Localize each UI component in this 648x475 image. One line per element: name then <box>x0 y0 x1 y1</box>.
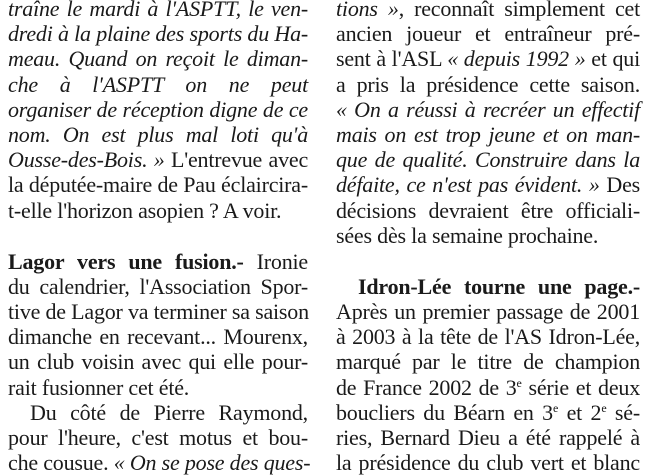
quote-text: mais on est trop jeune et on man- <box>336 121 640 147</box>
text-line: sées dès la semaine prochaine. <box>336 222 599 248</box>
right-column <box>336 0 640 475</box>
quote-text: meau. Quand on reçoit le diman- <box>8 46 308 72</box>
paragraph-gap <box>336 248 640 274</box>
text-line: t-elle l'horizon asopien ? A voir. <box>8 197 282 223</box>
text-line <box>8 97 308 122</box>
text-line <box>336 172 640 197</box>
text-line: a pris la présidence cette saison. <box>336 71 640 97</box>
text-line: dimanche en recevant... Mourenx, <box>8 324 308 350</box>
body-text: et qui <box>585 46 640 72</box>
text-line: un club voisin avec qui elle pour- <box>8 349 308 375</box>
body-text: L'entrevue avec <box>164 147 309 173</box>
superscript: e <box>516 375 522 390</box>
text-line: marqué par le titre de champion <box>336 349 640 375</box>
text-line: à 2003 à la tête de l'AS Idron-Lée, <box>336 324 640 350</box>
paragraph-gap <box>8 223 308 249</box>
body-text: et 2 <box>558 399 602 425</box>
quote-text: Ousse-des-Bois. » <box>8 147 165 173</box>
text-line <box>336 46 640 71</box>
quote-text: organiser de réception digne de ce <box>8 96 308 122</box>
body-text: , reconnaît simplement cet <box>398 0 640 21</box>
quote-text: défaite, ce n'est pas évident. » <box>336 172 600 198</box>
text-line <box>336 375 640 400</box>
text-line <box>336 122 640 147</box>
quote-text: traîne le mardi à l'ASPTT, le ven- <box>8 0 308 21</box>
text-line <box>8 0 308 21</box>
body-text: boucliers du Béarn en 3 <box>336 399 553 425</box>
left-column <box>8 0 311 475</box>
text-line: la présidence du club vert et blanc <box>336 450 640 475</box>
text-line <box>336 0 640 21</box>
quote-text: « depuis 1992 » <box>447 46 586 72</box>
text-line: décisions devraient être officiali- <box>336 197 640 223</box>
text-line <box>8 450 311 475</box>
body-text: Des <box>599 172 640 198</box>
text-line: ancien joueur et entraîneur pré- <box>336 21 640 47</box>
quote-text: « On a réussi à recréer un effectif <box>336 96 640 122</box>
text-line <box>8 249 308 274</box>
body-text: sent à l'ASL <box>336 46 448 72</box>
body-text: série et deux <box>521 374 640 400</box>
text-line <box>8 122 308 147</box>
text-line: rait fusionner cet été. <box>8 374 190 400</box>
text-line: Après un premier passage de 2001 <box>336 299 640 325</box>
text-line <box>8 21 308 46</box>
section-heading-lagor: Lagor vers une fusion.- <box>8 248 244 274</box>
body-text: Ironie <box>243 248 308 274</box>
text-line <box>8 147 308 172</box>
text-line <box>336 274 640 299</box>
quote-text: que de qualité. Construire dans la <box>336 147 640 173</box>
quote-text: tions » <box>336 0 399 21</box>
superscript: e <box>552 400 559 415</box>
quote-text: che à l'ASPTT on ne peut <box>8 71 308 97</box>
text-line: la députée-maire de Pau éclaircira- <box>8 172 308 198</box>
text-line: du calendrier, l'Association Spor- <box>8 273 308 299</box>
superscript: e <box>601 400 607 415</box>
text-line: tive de Lagor va terminer sa saison <box>8 299 309 325</box>
text-line <box>336 97 640 122</box>
quote-text: nom. On est plus mal loti qu'à <box>8 121 308 147</box>
section-heading-idron: Idron-Lée tourne une page.- <box>358 273 640 299</box>
body-text: che cousue. <box>8 450 114 475</box>
text-line: ries, Bernard Dieu a été rappelé à <box>336 425 640 450</box>
quote-text: dredi à la plaine des sports du Ha- <box>8 21 308 47</box>
text-line: pour l'heure, c'est motus et bou- <box>8 425 308 450</box>
text-line: Du côté de Pierre Raymond, <box>30 399 308 425</box>
text-line <box>336 400 640 425</box>
body-text: de France 2002 de 3 <box>336 374 517 400</box>
text-line <box>336 147 640 172</box>
quote-text: « On se pose des ques- <box>113 450 311 475</box>
body-text: sé- <box>606 399 640 425</box>
text-line <box>8 72 308 97</box>
text-line <box>8 46 308 71</box>
